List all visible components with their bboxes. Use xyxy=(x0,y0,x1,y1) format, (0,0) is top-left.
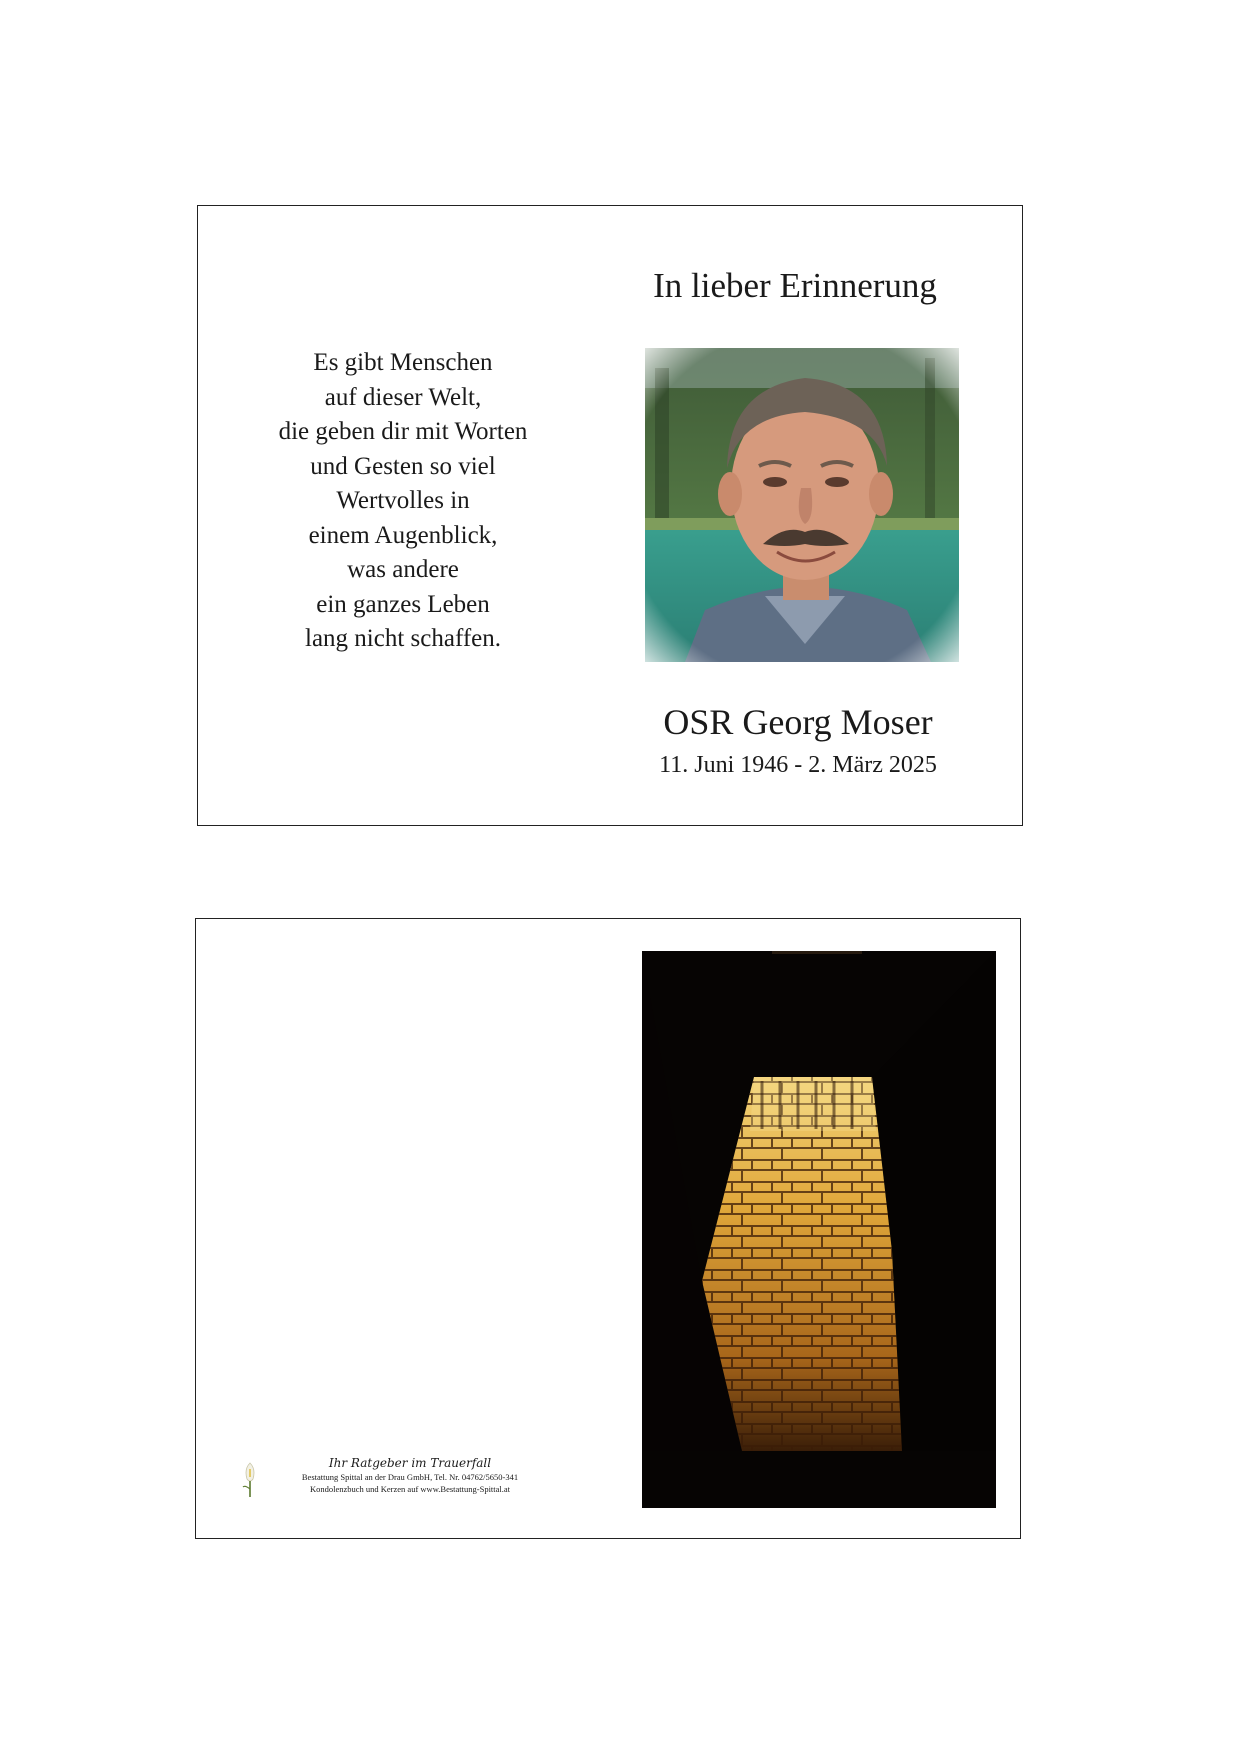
poem-line: einem Augenblick, xyxy=(308,521,498,549)
poem-line: Wertvolles in xyxy=(336,487,470,514)
deceased-name: OSR Georg Moser xyxy=(663,702,933,742)
funeral-home-contact: Bestattung Spittal an der Drau GmbH, Tel. Nr. 04762/5650-341 xyxy=(301,1472,519,1482)
memorial-card-back xyxy=(195,918,1021,1539)
funeral-home-info xyxy=(262,1455,558,1495)
lit-path-photo xyxy=(642,951,996,1508)
poem-line: Es gibt Menschen xyxy=(313,349,493,376)
funeral-home-website: Kondolenzbuch und Kerzen auf www.Bestattung-Spittal.at xyxy=(309,1484,511,1494)
calla-lily-icon xyxy=(240,1459,260,1499)
poem-line: ein ganzes Leben xyxy=(316,590,490,618)
funeral-home-slogan: Ihr Ratgeber im Trauerfall xyxy=(328,1456,492,1470)
memorial-card-front xyxy=(197,205,1023,826)
memorial-poem xyxy=(248,346,558,657)
poem-line: auf dieser Welt, xyxy=(324,383,482,411)
portrait-photo xyxy=(645,348,959,662)
poem-line: lang nicht schaffen. xyxy=(305,625,501,652)
poem-line: die geben dir mit Worten xyxy=(278,418,528,445)
poem-line: was andere xyxy=(347,556,459,583)
card-heading: In lieber Erinnerung xyxy=(653,266,937,305)
poem-line: und Gesten so viel xyxy=(310,452,496,480)
life-dates: 11. Juni 1946 - 2. März 2025 xyxy=(659,752,937,778)
